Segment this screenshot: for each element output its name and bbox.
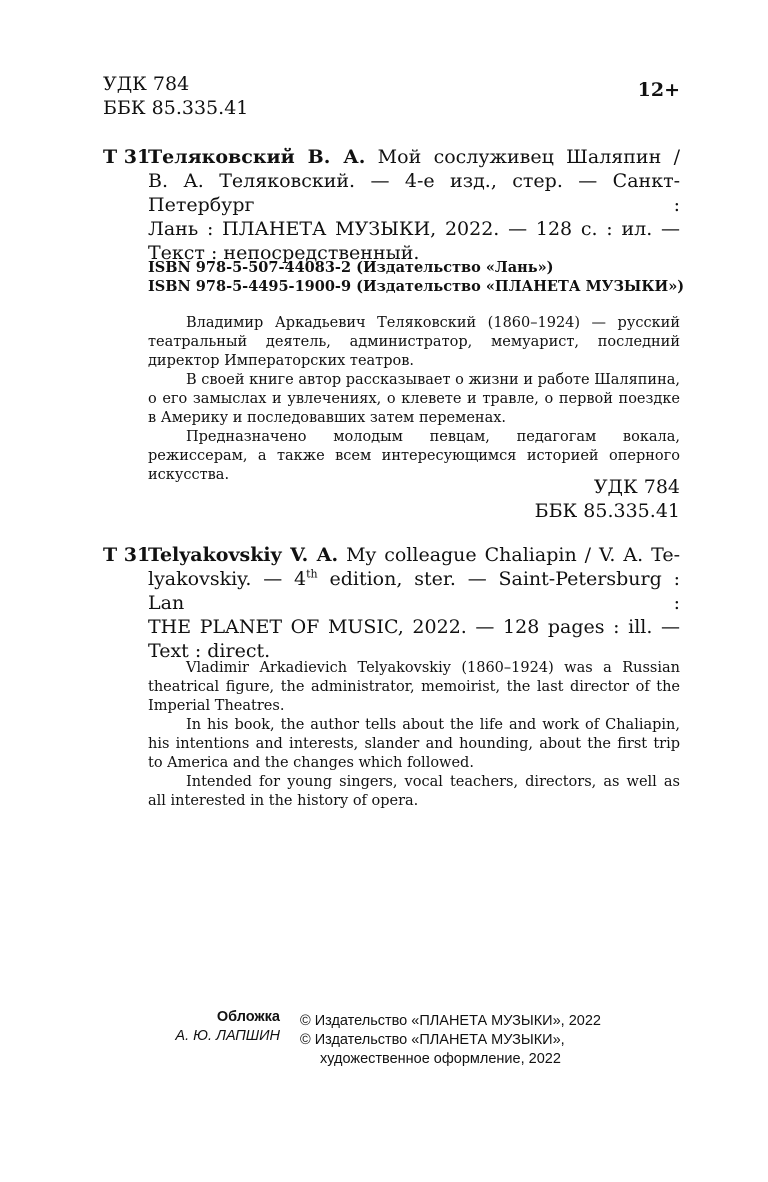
isbn-list [148,258,684,296]
bbk-code-repeat: ББК 85.335.41 [534,500,680,522]
ru-entry-line4: Текст : непосредственный. [148,242,420,264]
cover-label: Обложка [216,1009,280,1025]
en-abstract [148,659,680,811]
ru-abstract [148,314,680,485]
en-author: Telyakovskiy V. A. [148,544,339,566]
udk-code-repeat: УДК 784 [593,476,680,498]
en-entry-line4: Text : direct. [148,640,271,662]
en-bibliographic-entry [148,543,680,663]
edition-superscript: th [306,567,318,581]
copyright-publisher: © Издательство «ПЛАНЕТА МУЗЫКИ», 2022 [300,1013,601,1029]
copyright-design: © Издательство «ПЛАНЕТА МУЗЫКИ», [300,1032,565,1048]
ru-title: Мой сослуживец Шаляпин / [377,146,680,168]
ru-entry-line2: В. А. Теляковский. — 4-е изд., стер. — Санкт-Петербург : [148,170,680,216]
en-title: My colleague Chaliapin / V. A. Te- [346,544,681,566]
age-rating: 12+ [637,79,680,101]
udk-bbk-repeat [400,475,680,523]
en-abstract-paragraph: Vladimir Arkadievich Telyakovskiy (1860–1924) was a Russian theatrical figure, the administrator, memoirist, the last director of the Imperial Theatres. [148,660,680,714]
en-entry-line2-start: lyakovskiy. — 4 [148,568,307,590]
ru-entry-line3: Лань : ПЛАНЕТА МУЗЫКИ, 2022. — 128 с. : ил. — [148,218,680,240]
isbn-planeta: ISBN 978-5-4495-1900-9 (Издательство «ПЛАНЕТА МУЗЫКИ») [148,278,685,295]
cover-artist: А. Ю. ЛАПШИН [175,1028,280,1044]
en-abstract-paragraph: Intended for young singers, vocal teachers, directors, as well as all interested in the history of opera. [148,774,680,809]
ru-author: Теляковский В. А. [148,146,366,168]
copyright-design-cont: художественное оформление, 2022 [320,1051,561,1067]
udk-code: УДК 784 [103,73,190,95]
ru-abstract-paragraph: В своей книге автор рассказывает о жизни и работе Шаляпина, о его замыслах и увлечениях, о клевете и травле, о первой поездке в Америку и последовавших затем переменах. [148,372,680,426]
en-abstract-paragraph: In his book, the author tells about the life and work of Chaliapin, his intentions and interests, slander and hounding, about the first trip to America and the changes which followed. [148,717,680,771]
ru-abstract-paragraph: Предназначено молодым певцам, педагогам вокала, режиссерам, а также всем интересующимся историей оперного искусства. [148,429,680,483]
ru-abstract-paragraph: Владимир Аркадьевич Теляковский (1860–1924) — русский театральный деятель, администратор, мемуарист, последний директор Императорских театров. [148,315,680,369]
ru-bibliographic-entry [148,145,680,265]
en-entry-line2-end: edition, ster. — Saint-Petersburg : Lan : [148,568,680,614]
ru-call-number: Т 31 [103,146,151,168]
isbn-lan: ISBN 978-5-507-44083-2 (Издательство «Лань») [148,259,554,276]
en-call-number: Т 31 [103,544,151,566]
bbk-code: ББК 85.335.41 [103,97,249,119]
copyright-block [300,1012,601,1069]
en-entry-line3: THE PLANET OF MUSIC, 2022. — 128 pages : ill. — [148,616,680,638]
